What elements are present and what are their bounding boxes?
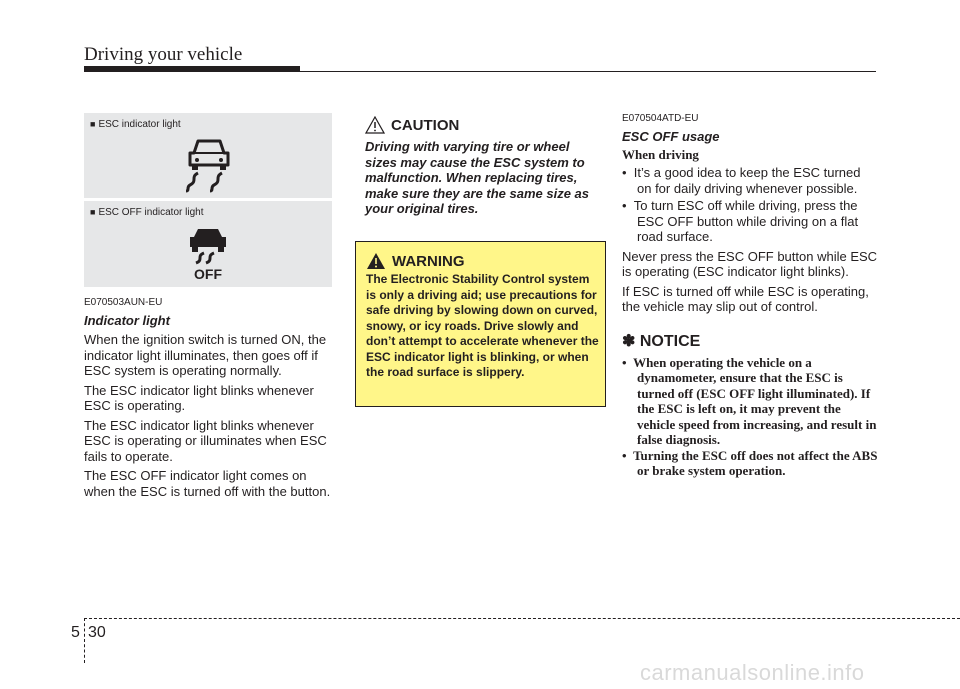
list-item: • When operating the vehicle on a dynamometer, ensure that the ESC is turned off (ESC OFF light illuminated). If the ESC is left on, it may prevent the vehicle speed from increasing, and result in false diagnosis. <box>622 354 877 447</box>
paragraph: If ESC is turned off while ESC is operating, the vehicle may slip out of control. <box>622 283 869 314</box>
footer-divider <box>84 618 86 663</box>
left-column <box>84 113 332 499</box>
paragraph: When the ignition switch is turned ON, the indicator light illuminates, then goes off if ESC system is operating normally. <box>84 332 327 378</box>
paragraph: The ESC indicator light blinks whenever ESC is operating. <box>84 382 314 413</box>
paragraph: The ESC OFF indicator light comes on when the ESC is turned off with the button. <box>84 468 331 499</box>
warning-heading <box>356 242 605 270</box>
warning-triangle-icon <box>366 252 386 270</box>
watermark: carmanualsonline.info <box>640 660 865 685</box>
caution-title: CAUTION <box>391 116 460 134</box>
square-bullet-icon: ■ <box>90 207 96 217</box>
section-code: E070504ATD-EU <box>622 113 699 124</box>
middle-column <box>355 113 606 379</box>
notice-heading: ✽ NOTICE <box>622 332 701 350</box>
subheading: When driving <box>622 147 699 162</box>
bullet-list <box>622 165 878 245</box>
esc-car-skid-icon <box>184 137 234 193</box>
section-code: E070503AUN-EU <box>84 297 163 308</box>
page-number: 30 <box>88 624 106 641</box>
section-heading: ESC OFF usage <box>622 129 720 144</box>
paragraph: Never press the ESC OFF button while ESC is operating (ESC indicator light blinks). <box>622 248 878 279</box>
esc-indicator-panel <box>84 113 332 198</box>
notice-list <box>622 355 878 479</box>
header-title: Driving your vehicle <box>84 44 243 65</box>
warning-title: WARNING <box>392 252 465 270</box>
warning-box <box>355 241 606 407</box>
esc-off-indicator-label: ESC OFF indicator light <box>98 207 204 218</box>
list-item: • Turning the ESC off does not affect the ABS or brake system operation. <box>622 447 878 478</box>
section-number: 5 <box>71 624 80 641</box>
paragraph: The ESC indicator light blinks whenever ESC is operating or illuminates when ESC fails to operate. <box>84 417 327 464</box>
footer-rule <box>84 618 960 619</box>
right-column <box>622 113 878 479</box>
caution-triangle-icon <box>365 116 385 134</box>
section-heading: Indicator light <box>84 313 170 328</box>
list-item: • It’s a good idea to keep the ESC turned on for daily driving whenever possible. <box>622 165 861 196</box>
esc-off-icon <box>184 223 234 283</box>
warning-text: The Electronic Stability Control system is only a driving aid; use precautions for safe driving by slowing down on curved, snowy, or icy roads. Drive slowly and don’t attempt to accelerate whenever the ESC indicator light is blinking, or when the road surface is slippery. <box>366 272 599 379</box>
header-rule <box>84 71 876 72</box>
caution-text: Driving with varying tire or wheel sizes may cause the ESC system to malfunction. When replacing tires, make sure they are the same size as your original tires. <box>365 139 590 216</box>
esc-off-icon-text: OFF <box>194 266 222 282</box>
square-bullet-icon: ■ <box>90 119 96 129</box>
caution-heading <box>355 113 606 137</box>
list-item: • To turn ESC off while driving, press the ESC OFF button while driving on a flat road surface. <box>622 198 859 244</box>
esc-off-indicator-panel <box>84 201 332 287</box>
esc-indicator-label: ESC indicator light <box>98 119 181 130</box>
